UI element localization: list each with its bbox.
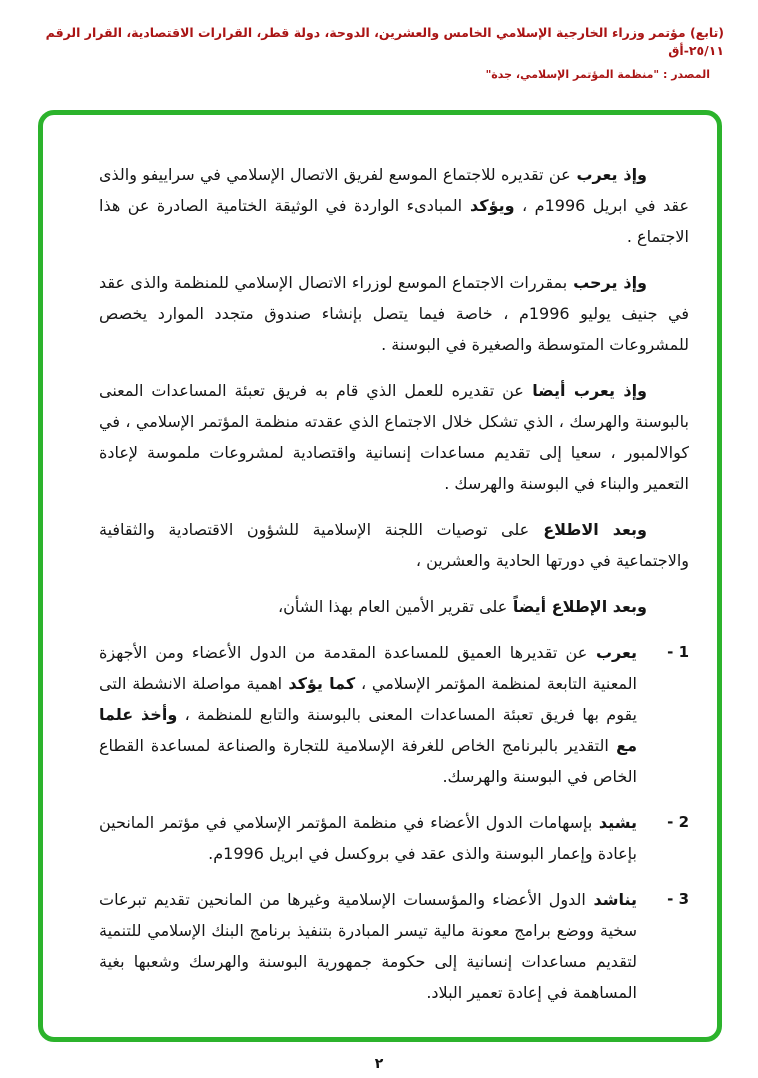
document-body — [43, 115, 717, 1037]
item-number: 3 - — [667, 890, 689, 908]
bold-run: وبعد الإطلاع أيضاً — [507, 597, 647, 616]
item-text — [99, 807, 637, 869]
paragraph — [99, 514, 689, 576]
text-run: الدول الأعضاء والمؤسسات الإسلامية وغيرها من المانحين تقديم تبرعات سخية ووضع برامج معونة مالية تيسر المبادرة بتنفيذ برنامج البنك الإسلامي للتنمية لتقديم مساعدات إنسانية إلى حكومة جمهورية البوسنة والهرسك وشعبها بغية المساهمة في إعادة تعمير البلاد. — [99, 890, 637, 1002]
item-number: 2 - — [667, 813, 689, 831]
text-run: بمقررات الاجتماع الموسع لوزراء الاتصال الإسلامي للمنظمة والذى عقد في جنيف يوليو 1996م ، خاصة فيما يتصل بإنشاء صندوق متجدد الموارد يخصص للمشروعات المتوسطة والصغيرة في البوسنة . — [99, 273, 689, 354]
header-title: (تابع) مؤتمر وزراء الخارجية الإسلامي الخامس والعشرين، الدوحة، دولة قطر، القرارات الاقتصادية، القرار الرقم ٢٥/١١-أق — [45, 25, 724, 58]
paragraph — [99, 267, 689, 360]
text-run: اهمية مواصلة الانشطة التى يقوم بها فريق تعبئة المساعدات المعنى بالبوسنة والتابع للمنظمة ، — [99, 674, 638, 724]
bold-run: وإذ يعرب — [570, 165, 647, 184]
bold-run: كما يؤكد — [282, 674, 356, 693]
text-run: بإسهامات الدول الأعضاء في منظمة المؤتمر الإسلامي في مؤتمر المانحين بإعادة وإعمار البوسنة والذى عقد في بروكسل في ابريل 1996م. — [99, 813, 637, 863]
bold-run: يشيد — [592, 813, 637, 832]
text-run: عن تقديرها العميق للمساعدة المقدمة من الدول الأعضاء ومن الأجهزة المعنية التابعة لمنظمة المؤتمر الإسلامي ، — [99, 643, 637, 693]
numbered-item — [99, 884, 689, 1008]
bold-run: ويؤكد — [462, 196, 515, 215]
numbered-item — [99, 807, 689, 869]
text-run: عن تقديره للعمل الذي قام به فريق تعبئة المساعدات المعنى بالبوسنة والهرسك ، الذي تشكل خلال الاجتماع الذي عقدته منظمة المؤتمر الإسلامي ، في كوالالمبور ، سعيا إلى تقديم مساعدات إنسانية واقتصادية لمشروعات ملموسة لإعادة التعمير والبناء في البوسنة والهرسك . — [99, 381, 689, 493]
page-header — [34, 24, 724, 82]
bold-run: وأخذ علما مع — [99, 705, 638, 755]
source-label: المصدر : — [662, 68, 710, 81]
item-text — [99, 637, 637, 792]
text-run: المبادىء الواردة في الوثيقة الختامية الصادرة عن هذا الاجتماع . — [99, 196, 689, 246]
text-run: على توصيات اللجنة الإسلامية للشؤون الاقتصادية والثقافية والاجتماعية في دورتها الحادية والعشرين ، — [99, 520, 689, 570]
header-source — [34, 67, 710, 82]
item-text — [99, 884, 637, 1008]
bold-run: وبعد الاطلاع — [529, 520, 648, 539]
text-run: عن تقديره للاجتماع الموسع لفريق الاتصال الإسلامي في سراييفو والذى عقد في ابريل 1996م ، — [99, 165, 689, 215]
bold-run: يعرب — [587, 643, 638, 662]
bold-run: وإذ يرحب — [567, 273, 647, 292]
paragraph — [99, 591, 689, 622]
source-value: "منظمة المؤتمر الإسلامي، جدة" — [485, 68, 660, 81]
bold-run: يناشد — [585, 890, 638, 909]
text-run: التقدير بالبرنامج الخاص للغرفة الإسلامية للتجارة والصناعة لمساعدة القطاع الخاص في البوسنة والهرسك. — [99, 736, 637, 786]
paragraph — [99, 375, 689, 499]
paragraph — [99, 159, 689, 252]
bold-run: وإذ يعرب أيضا — [523, 381, 647, 400]
page-number: ٢ — [374, 1056, 384, 1072]
numbered-item — [99, 637, 689, 792]
text-run: على تقرير الأمين العام بهذا الشأن، — [277, 597, 508, 616]
item-number: 1 - — [667, 643, 689, 661]
